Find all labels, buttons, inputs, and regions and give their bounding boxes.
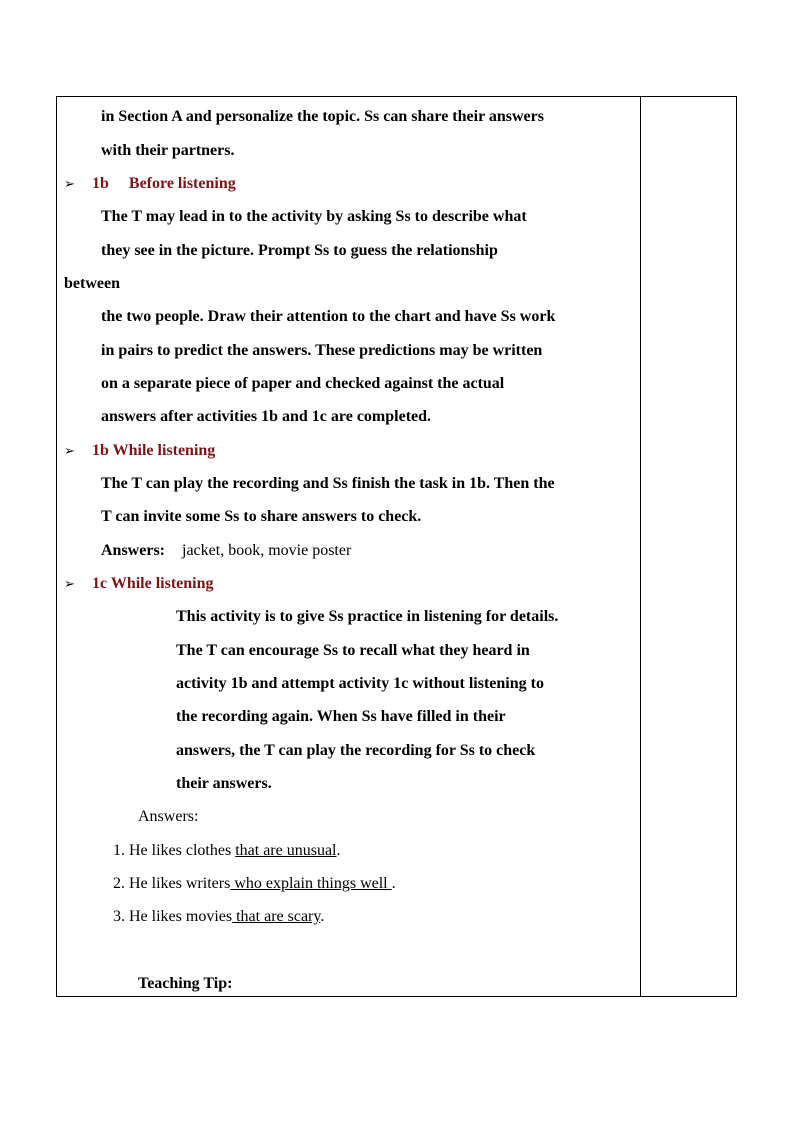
paragraph-line: in pairs to predict the answers. These predictions may be written <box>101 342 543 359</box>
answer-underlined: that are unusual <box>235 842 337 859</box>
answer-prefix: 1. He likes clothes <box>113 842 236 859</box>
section-heading-1c-while-listening: 1c While listening <box>92 575 214 592</box>
paragraph-line: The T may lead in to the activity by asking Ss to describe what <box>101 208 527 225</box>
paragraph-line: The T can encourage Ss to recall what they heard in <box>176 642 530 659</box>
answer-prefix: 3. He likes movies <box>113 908 233 925</box>
intro-line-2: with their partners. <box>101 142 235 159</box>
answer-item <box>113 907 324 927</box>
teaching-tip-heading: Teaching Tip: <box>138 975 233 992</box>
paragraph-line: they see in the picture. Prompt Ss to guess the relationship <box>101 242 498 259</box>
answer-prefix: 2. He likes writers <box>113 875 231 892</box>
paragraph-line: between <box>64 275 120 292</box>
paragraph-line: the recording again. When Ss have filled in their <box>176 708 506 725</box>
answers-value: jacket, book, movie poster <box>182 542 352 559</box>
bullet-arrow-icon: ➢ <box>64 576 75 591</box>
answers-row <box>101 541 351 561</box>
paragraph-line: answers, the T can play the recording for Ss to check <box>176 742 536 759</box>
paragraph-line: T can invite some Ss to share answers to check. <box>101 508 422 525</box>
paragraph-line: This activity is to give Ss practice in listening for details. <box>176 608 559 625</box>
answer-suffix: . <box>320 908 325 925</box>
answer-suffix: . <box>391 875 396 892</box>
section-heading-1b-while-listening: 1b While listening <box>92 442 216 459</box>
bullet-arrow-icon: ➢ <box>64 176 75 191</box>
answer-underlined: who explain things well <box>230 875 392 892</box>
answer-suffix: . <box>336 842 341 859</box>
paragraph-line: answers after activities 1b and 1c are completed. <box>101 408 432 425</box>
answer-item <box>113 874 396 894</box>
paragraph-line: the two people. Draw their attention to the chart and have Ss work <box>101 308 556 325</box>
section-number: 1b <box>92 175 109 192</box>
section-heading-before-listening <box>92 174 236 194</box>
answers-label: Answers: <box>138 808 199 825</box>
intro-line-1: in Section A and personalize the topic. Ss can share their answers <box>101 108 544 125</box>
paragraph-line: activity 1b and attempt activity 1c without listening to <box>176 675 544 692</box>
paragraph-line: their answers. <box>176 775 272 792</box>
answer-item <box>113 841 341 861</box>
answer-underlined: that are scary <box>232 908 321 925</box>
column-divider <box>640 96 641 997</box>
paragraph-line: The T can play the recording and Ss finish the task in 1b. Then the <box>101 475 555 492</box>
bullet-arrow-icon: ➢ <box>64 443 75 458</box>
paragraph-line: on a separate piece of paper and checked against the actual <box>101 375 505 392</box>
answers-label: Answers: <box>101 542 165 559</box>
section-title: Before listening <box>128 175 236 192</box>
